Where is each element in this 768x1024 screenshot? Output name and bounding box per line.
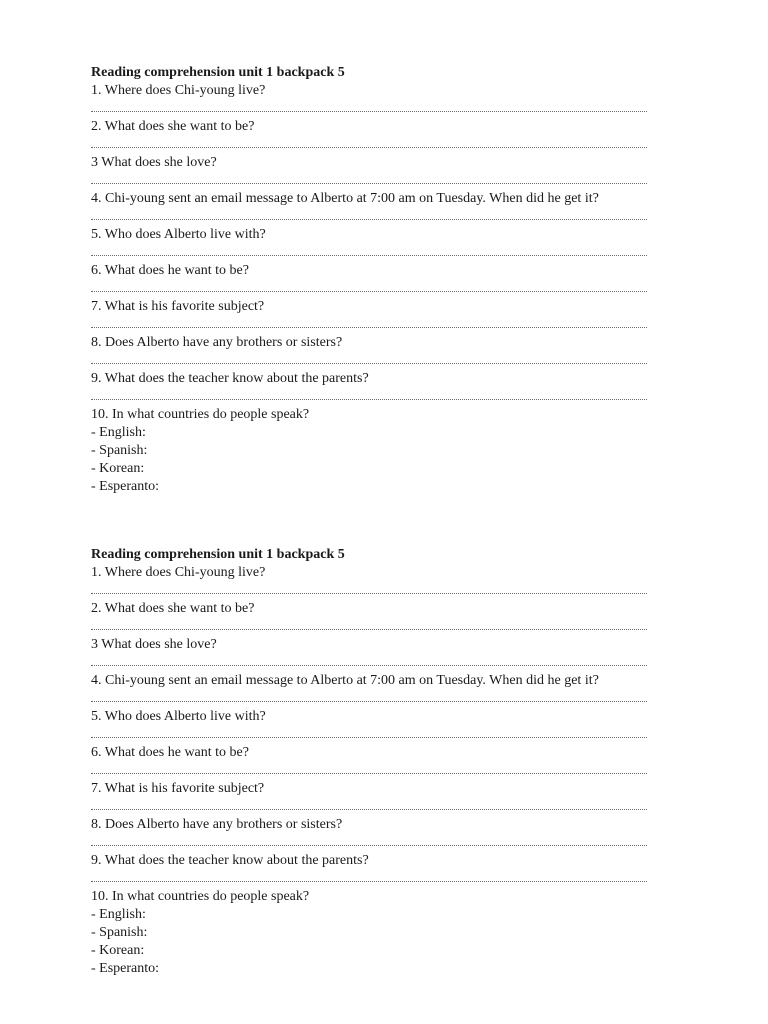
answer-line[interactable] <box>91 244 647 262</box>
question-1: 1. Where does Chi-young live? <box>91 565 266 580</box>
answer-line[interactable] <box>91 280 647 298</box>
worksheet-2 <box>91 546 647 978</box>
answer-line[interactable] <box>91 388 647 406</box>
answer-line[interactable] <box>91 208 647 226</box>
worksheet-1 <box>91 64 647 496</box>
answer-line[interactable] <box>91 582 647 600</box>
question-8: 8. Does Alberto have any brothers or sisters? <box>91 817 343 832</box>
language-korean: - Korean: <box>91 943 145 958</box>
answer-line[interactable] <box>91 762 647 780</box>
answer-line[interactable] <box>91 726 647 744</box>
language-english: - English: <box>91 907 146 922</box>
question-7: 7. What is his favorite subject? <box>91 781 265 796</box>
question-4: 4. Chi-young sent an email message to Alberto at 7:00 am on Tuesday. When did he get it? <box>91 191 599 206</box>
question-7: 7. What is his favorite subject? <box>91 299 265 314</box>
language-esperanto: - Esperanto: <box>91 479 160 494</box>
question-9: 9. What does the teacher know about the parents? <box>91 853 369 868</box>
question-6: 6. What does he want to be? <box>91 745 249 760</box>
answer-line[interactable] <box>91 690 647 708</box>
answer-line[interactable] <box>91 316 647 334</box>
answer-line[interactable] <box>91 172 647 190</box>
question-4: 4. Chi-young sent an email message to Alberto at 7:00 am on Tuesday. When did he get it? <box>91 673 599 688</box>
worksheet-title: Reading comprehension unit 1 backpack 5 <box>91 65 345 80</box>
question-3: 3 What does she love? <box>91 155 217 170</box>
answer-line[interactable] <box>91 798 647 816</box>
language-esperanto: - Esperanto: <box>91 961 160 976</box>
question-5: 5. Who does Alberto live with? <box>91 227 266 242</box>
answer-line[interactable] <box>91 834 647 852</box>
question-1: 1. Where does Chi-young live? <box>91 83 266 98</box>
language-spanish: - Spanish: <box>91 925 148 940</box>
question-5: 5. Who does Alberto live with? <box>91 709 266 724</box>
question-6: 6. What does he want to be? <box>91 263 249 278</box>
answer-line[interactable] <box>91 654 647 672</box>
answer-line[interactable] <box>91 870 647 888</box>
worksheet-title: Reading comprehension unit 1 backpack 5 <box>91 547 345 562</box>
question-8: 8. Does Alberto have any brothers or sisters? <box>91 335 343 350</box>
question-9: 9. What does the teacher know about the parents? <box>91 371 369 386</box>
question-10: 10. In what countries do people speak? <box>91 407 310 422</box>
answer-line[interactable] <box>91 100 647 118</box>
question-2: 2. What does she want to be? <box>91 601 255 616</box>
question-2: 2. What does she want to be? <box>91 119 255 134</box>
language-spanish: - Spanish: <box>91 443 148 458</box>
language-korean: - Korean: <box>91 461 145 476</box>
answer-line[interactable] <box>91 618 647 636</box>
answer-line[interactable] <box>91 352 647 370</box>
question-3: 3 What does she love? <box>91 637 217 652</box>
language-english: - English: <box>91 425 146 440</box>
answer-line[interactable] <box>91 136 647 154</box>
question-10: 10. In what countries do people speak? <box>91 889 310 904</box>
